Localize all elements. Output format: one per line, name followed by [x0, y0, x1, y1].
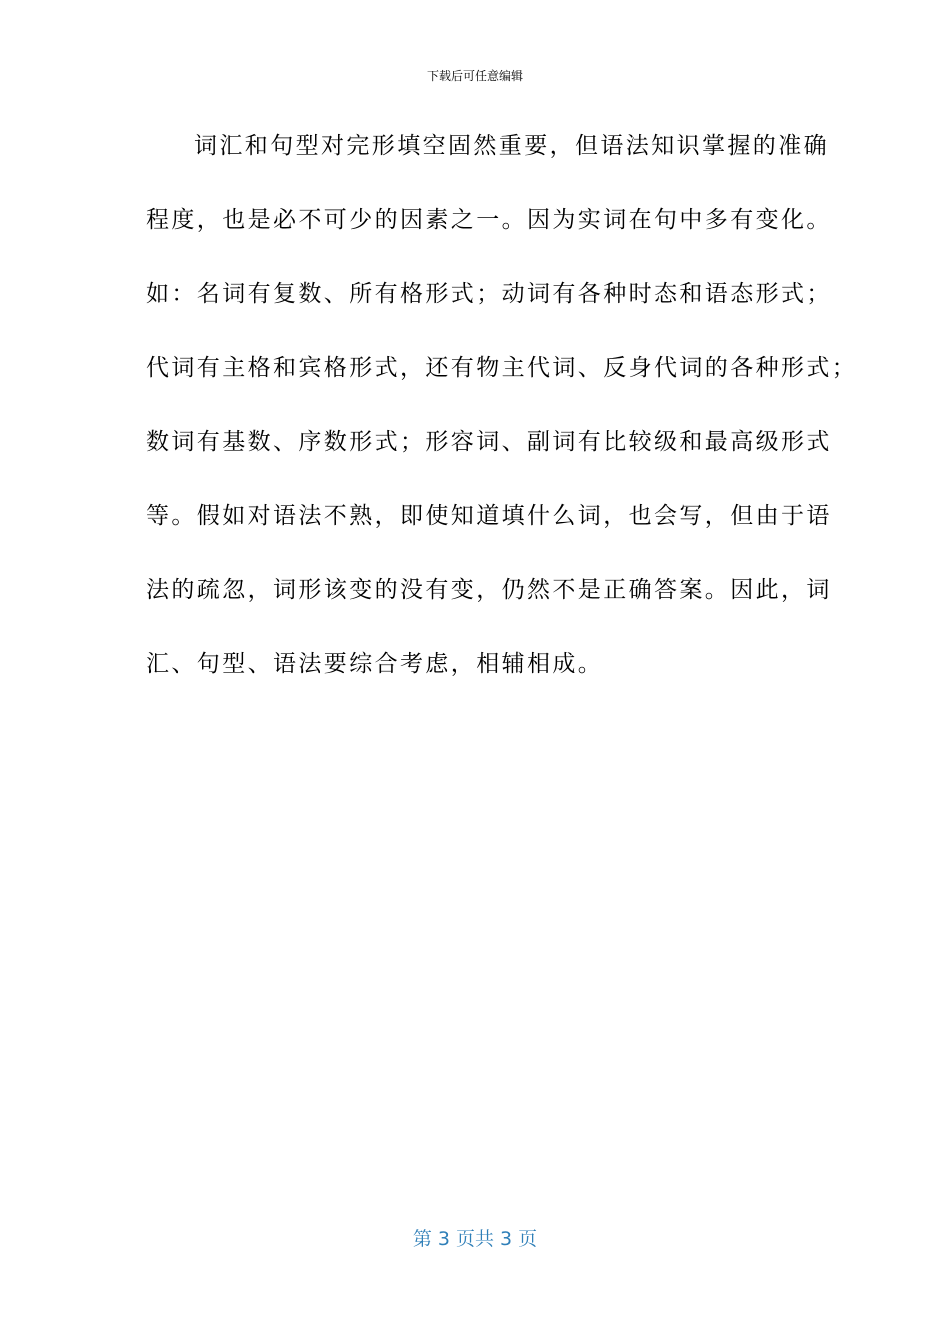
document-body [146, 124, 858, 716]
page-number-footer: 第 3 页共 3 页 [412, 1228, 538, 1250]
paragraph-line: 程度，也是必不可少的因素之一。因为实词在句中多有变化。 [146, 207, 832, 233]
page-header: 下载后可任意编辑 [426, 69, 523, 83]
paragraph-line: 法的疏忽，词形该变的没有变，仍然不是正确答案。因此，词 [146, 577, 832, 603]
paragraph-line: 如：名词有复数、所有格形式；动词有各种时态和语态形式； [146, 281, 832, 307]
paragraph-line: 汇、句型、语法要综合考虑，相辅相成。 [146, 651, 604, 677]
paragraph-line: 词汇和句型对完形填空固然重要，但语法知识掌握的准确 [194, 133, 829, 159]
paragraph-line: 等。假如对语法不熟，即使知道填什么词，也会写，但由于语 [146, 503, 832, 529]
paragraph-line: 代词有主格和宾格形式，还有物主代词、反身代词的各种形式； [146, 355, 858, 381]
paragraph-line: 数词有基数、序数形式；形容词、副词有比较级和最高级形式 [146, 429, 832, 455]
